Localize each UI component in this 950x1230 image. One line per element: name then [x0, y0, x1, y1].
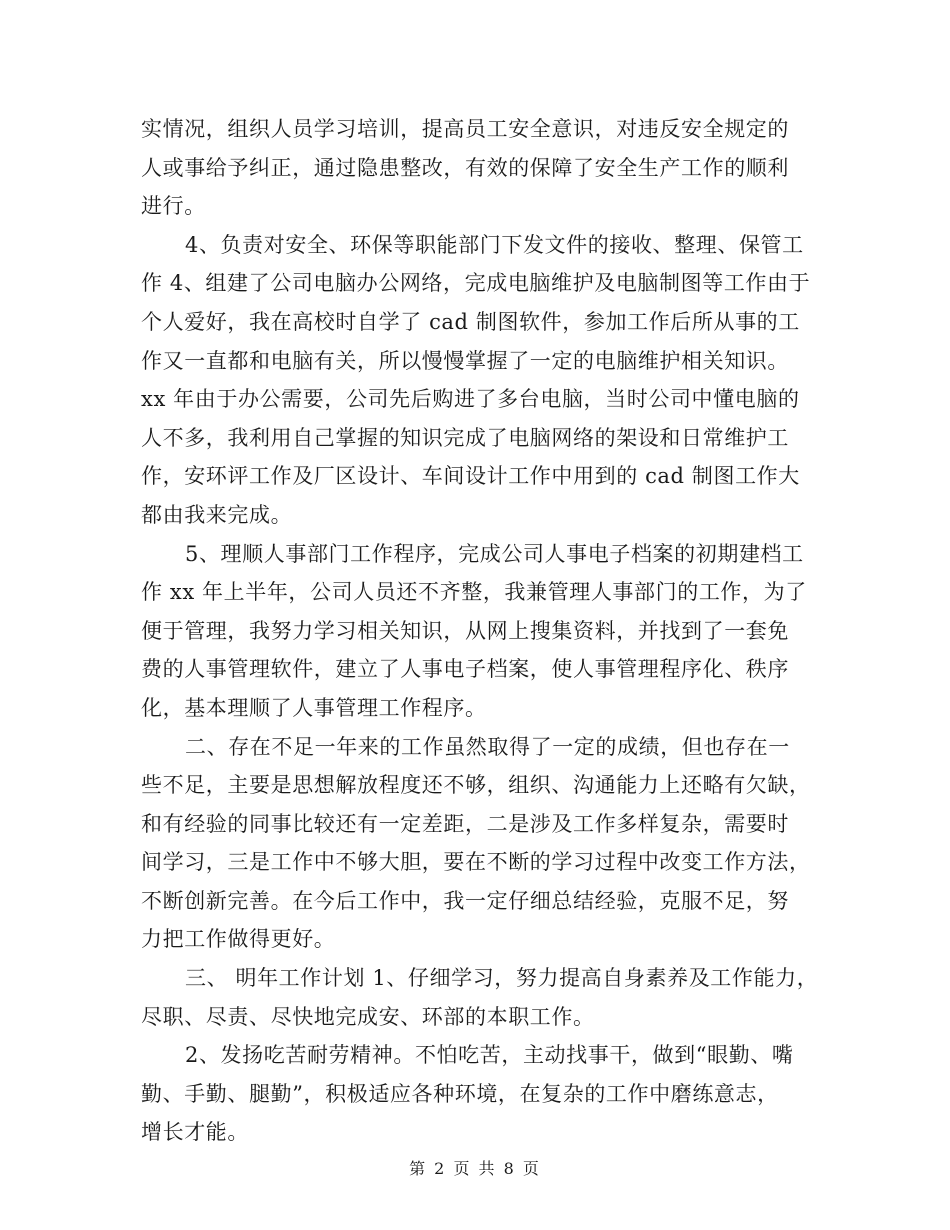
text-line: 人不多，我利用自己掌握的知识完成了电脑网络的架设和日常维护工 — [141, 425, 789, 450]
paragraph-start-line: 4、负责对安全、环保等职能部门下发文件的接收、整理、保管工 — [185, 232, 804, 257]
text-line: 作 4、组建了公司电脑办公网络，完成电脑维护及电脑制图等工作由于 — [141, 271, 811, 296]
text-line: 都由我来完成。 — [141, 502, 293, 527]
text-line: 费的人事管理软件，建立了人事电子档案，使人事管理程序化、秩序 — [141, 657, 789, 682]
text-line: 进行。 — [141, 194, 206, 219]
text-line: 人或事给予纠正，通过隐患整改，有效的保障了安全生产工作的顺利 — [141, 155, 789, 180]
text-line: 间学习，三是工作中不够大胆，要在不断的学习过程中改变工作方法， — [141, 850, 811, 875]
text-line: 尽职、尽责、尽快地完成安、环部的本职工作。 — [141, 1004, 595, 1029]
text-line: 个人爱好，我在高校时自学了 cad 制图软件，参加工作后所从事的工 — [141, 309, 800, 334]
text-line: 和有经验的同事比较还有一定差距，二是涉及工作多样复杂，需要时 — [141, 811, 789, 836]
paragraph-start-line: 2、发扬吃苦耐劳精神。不怕吃苦，主动找事干，做到“眼勤、嘴 — [185, 1043, 794, 1068]
text-line: 作又一直都和电脑有关，所以慢慢掌握了一定的电脑维护相关知识。 — [141, 348, 789, 373]
paragraph-start-line: 5、理顺人事部门工作程序，完成公司人事电子档案的初期建档工 — [185, 541, 804, 566]
page-number-footer: 第 2 页 共 8 页 — [409, 1159, 541, 1178]
text-line: 作 xx 年上半年，公司人员还不齐整，我兼管理人事部门的工作，为了 — [141, 580, 807, 605]
text-line: xx 年由于办公需要，公司先后购进了多台电脑，当时公司中懂电脑的 — [141, 387, 800, 412]
text-line: 便于管理，我努力学习相关知识，从网上搜集资料，并找到了一套免 — [141, 618, 789, 643]
text-line: 不断创新完善。在今后工作中，我一定仔细总结经验，克服不足，努 — [141, 888, 789, 913]
text-line: 力把工作做得更好。 — [141, 927, 336, 952]
document-body — [141, 110, 819, 1152]
text-line: 作，安环评工作及厂区设计、车间设计工作中用到的 cad 制图工作大 — [141, 464, 800, 489]
paragraph-start-line: 三、 明年工作计划 1、仔细学习，努力提高自身素养及工作能力， — [185, 966, 819, 991]
text-line: 增长才能。 — [141, 1120, 249, 1145]
text-line: 勤、手勤、腿勤”，积极适应各种环境，在复杂的工作中磨练意志， — [141, 1081, 779, 1106]
text-line: 些不足，主要是思想解放程度还不够，组织、沟通能力上还略有欠缺， — [141, 773, 811, 798]
text-line: 实情况，组织人员学习培训，提高员工安全意识，对违反安全规定的 — [141, 117, 789, 141]
text-line: 化，基本理顺了人事管理工作程序。 — [141, 695, 487, 720]
paragraph-start-line: 二、存在不足一年来的工作虽然取得了一定的成绩，但也存在一 — [185, 734, 790, 759]
